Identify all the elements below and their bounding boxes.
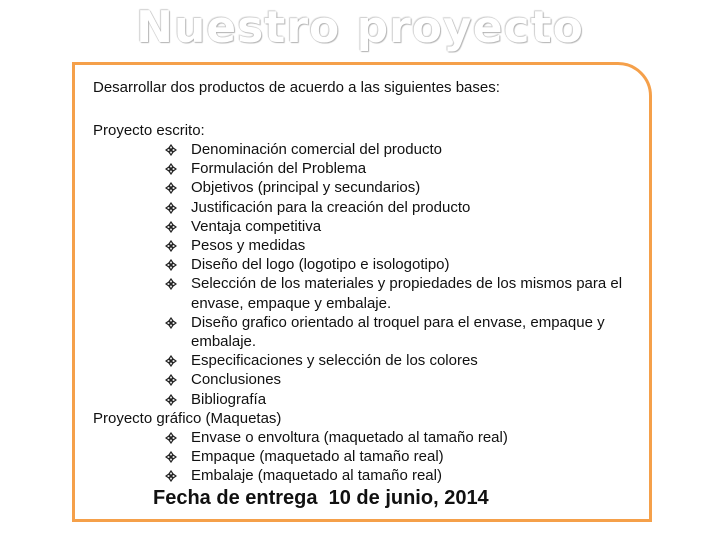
list-item [93,428,641,447]
bullet-icon [165,217,177,236]
list-item-text: Objetivos (principal y secundarios) [191,179,421,197]
list-item [93,370,641,389]
four-leaf-diamond-icon [165,394,177,406]
bullet-icon [165,390,177,409]
intro-text: Desarrollar dos productos de acuerdo a las siguientes bases: [93,79,500,96]
list-item [93,466,641,485]
list-item [93,217,641,236]
four-leaf-diamond-icon [165,202,177,214]
four-leaf-diamond-icon [165,451,177,463]
list-item [93,274,641,312]
bullet-icon [165,140,177,159]
list-item [93,313,641,351]
four-leaf-diamond-icon [165,259,177,271]
slide-title: Nuestro proyecto [136,2,584,53]
four-leaf-diamond-icon [165,278,177,290]
list-item [93,178,641,197]
four-leaf-diamond-icon [165,355,177,367]
list-item-text: Pesos y medidas [191,237,306,255]
graphic-project-list [93,428,641,486]
four-leaf-diamond-icon [165,374,177,386]
bullet-icon [165,255,177,274]
list-item [93,351,641,370]
four-leaf-diamond-icon [165,144,177,156]
four-leaf-diamond-icon [165,182,177,194]
list-item-text: Empaque (maquetado al tamaño real) [191,448,444,466]
bullet-icon [165,159,177,178]
list-item [93,236,641,255]
list-item [93,198,641,217]
list-item-text: Justificación para la creación del producto [191,198,471,216]
list-item [93,390,641,409]
list-item [93,255,641,274]
written-project-list [93,140,641,409]
list-item [93,140,641,159]
bullet-icon [165,274,177,293]
bullet-icon [165,370,177,389]
bullet-icon [165,313,177,332]
bullet-icon [165,428,177,447]
list-item-text: Envase o envoltura (maquetado al tamaño real) [191,428,508,446]
four-leaf-diamond-icon [165,240,177,252]
bullet-icon [165,178,177,197]
card-body [93,79,641,485]
four-leaf-diamond-icon [165,432,177,444]
bullet-icon [165,351,177,370]
list-item-text: Bibliografía [191,390,267,408]
list-item-text: Formulación del Problema [191,160,367,178]
section-heading-written: Proyecto escrito: [93,122,205,139]
four-leaf-diamond-icon [165,317,177,329]
bullet-icon [165,198,177,217]
list-item-text: Especificaciones y selección de los colores [191,352,478,370]
list-item-text: Diseño del logo (logotipo e isologotipo) [191,256,450,274]
four-leaf-diamond-icon [165,163,177,175]
list-item-text: Conclusiones [191,371,282,389]
list-item-text: Embalaje (maquetado al tamaño real) [191,467,442,485]
list-item-text: Diseño grafico orientado al troquel para el envase, empaque y embalaje. [191,313,605,351]
list-item [93,159,641,178]
bullet-icon [165,236,177,255]
list-item-text: Denominación comercial del producto [191,141,442,158]
bullet-icon [165,466,177,485]
four-leaf-diamond-icon [165,470,177,482]
bullet-icon [165,447,177,466]
list-item [93,447,641,466]
section-heading-graphic: Proyecto gráfico (Maquetas) [93,409,282,427]
list-item-text: Ventaja competitiva [191,217,322,235]
four-leaf-diamond-icon [165,221,177,233]
content-card [72,62,652,522]
deadline-text: Fecha de entrega 10 de junio, 2014 [153,487,489,509]
list-item-text: Selección de los materiales y propiedades de los mismos para el envase, empaque y embalaje. [191,275,623,312]
